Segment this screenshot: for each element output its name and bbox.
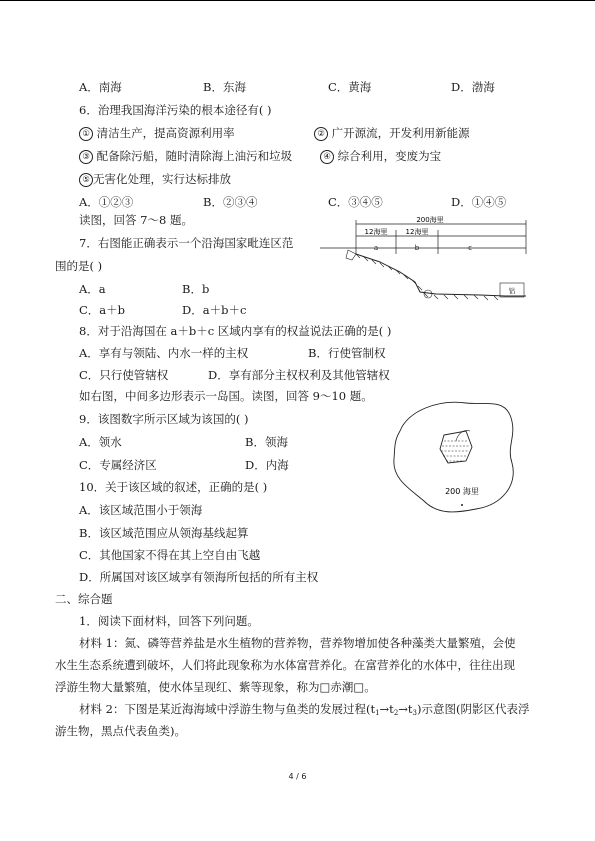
q9-option-b[interactable]: B．领海 xyxy=(245,435,288,449)
material1-line1: 材料 1：氮、磷等营养盐是水生植物的营养物，营养物增加使各种藻类大量繁殖，会使 xyxy=(79,636,516,650)
q9-option-a[interactable]: A．领水 xyxy=(79,435,122,449)
label-c: c xyxy=(468,244,472,252)
label-200-nm: 200海里 xyxy=(416,216,444,224)
intro-9-10: 如右图，中间多边形表示一岛国。读图，回答 9～10 题。 xyxy=(79,389,373,403)
island-nation-figure xyxy=(378,393,528,523)
island-polygon xyxy=(440,431,472,463)
material2-sub1: 1 xyxy=(375,709,380,717)
q6-option-a[interactable]: A．①②③ xyxy=(79,195,134,209)
header-rule xyxy=(0,0,595,1)
q6-item-5-text: 无害化处理，实行达标排放 xyxy=(93,172,231,186)
q6-item-4 xyxy=(320,149,441,164)
q6-marker-1: ① xyxy=(79,127,93,141)
q9-option-d[interactable]: D．内海 xyxy=(245,458,289,472)
q6-item-2-text: 广开源流，开发利用新能源 xyxy=(331,126,470,140)
material2-line1 xyxy=(79,702,530,720)
q6-stem: 6．治理我国海洋污染的根本途径有( ) xyxy=(79,103,272,117)
q8-option-c[interactable]: C．只行使管辖权 xyxy=(79,368,169,382)
q5-option-d[interactable]: D．渤海 xyxy=(451,80,495,94)
q6-item-1-text: 清洁生产，提高资源利用率 xyxy=(96,126,235,140)
q5-option-c[interactable]: C．黄海 xyxy=(328,80,372,94)
section2-heading: 二、综合题 xyxy=(55,592,113,606)
q5-option-a[interactable]: A．南海 xyxy=(79,80,122,94)
seabed-profile xyxy=(356,254,526,296)
q10-option-d[interactable]: D．所属国对该区域享有领海所包括的所有主权 xyxy=(79,570,319,584)
q8-stem: 8．对于沿海国在 a＋b＋c 区域内享有的权益说法正确的是( ) xyxy=(79,324,392,338)
material1-line2: 水生生态系统遭到破坏，人们将此现象称为水体富营养化。在富营养化的水体中，往往出现 xyxy=(55,658,515,672)
material2-line2: 游生物，黑点代表鱼类)。 xyxy=(55,724,186,738)
q10-option-c[interactable]: C．其他国家不得在其上空自由飞越 xyxy=(79,548,261,562)
material2-sub3: 3 xyxy=(412,709,418,717)
q7-option-d[interactable]: D．a＋b＋c xyxy=(182,303,247,317)
q6-marker-4: ④ xyxy=(320,150,334,164)
material2-sub2: 2 xyxy=(393,709,399,717)
q6-item-3-text: 配备除污船，随时清除海上油污和垃圾 xyxy=(96,149,293,163)
q7-stem-line2: 围的是( ) xyxy=(55,259,103,273)
q6-marker-2: ② xyxy=(314,127,328,141)
label-b: b xyxy=(414,244,420,252)
q9-stem: 9．该图数字所示区域为该国的( ) xyxy=(79,412,249,426)
q5-option-b[interactable]: B．东海 xyxy=(203,80,246,94)
q6-item-3 xyxy=(79,149,292,164)
q10-stem: 10．关于该区域的叙述，正确的是( ) xyxy=(79,480,268,494)
q6-option-b[interactable]: B．②③④ xyxy=(203,195,258,209)
label-12-nm-left: 12海里 xyxy=(364,228,388,236)
material1-line3: 浮游生物大量繁殖，使水体呈现红、紫等现象，称为□赤潮□。 xyxy=(55,680,376,694)
corner-mark: 钻 xyxy=(508,287,516,295)
q7-option-b[interactable]: B．b xyxy=(182,282,210,296)
material2-post: )示意图(阴影区代表浮 xyxy=(417,702,530,716)
q6-option-c[interactable]: C．③④⑤ xyxy=(328,195,383,209)
intro-7-8: 读图，回答 7～8 题。 xyxy=(79,213,193,227)
area-dot xyxy=(461,504,463,506)
label-200-nm-island: 200 海里 xyxy=(445,487,479,496)
q6-item-5 xyxy=(79,172,231,187)
maritime-zones-figure xyxy=(320,210,528,305)
material2-pre: 材料 2：下图是某近海海域中浮游生物与鱼类的发展过程(t xyxy=(79,702,376,716)
q8-option-d[interactable]: D．享有部分主权权利及其他管辖权 xyxy=(208,368,390,382)
q6-marker-5: ⑤ xyxy=(79,173,93,187)
label-a: a xyxy=(373,244,379,252)
section2-q1-stem: 1．阅读下面材料，回答下列问题。 xyxy=(79,614,259,628)
q6-option-d[interactable]: D．①④⑤ xyxy=(451,195,507,209)
q8-option-a[interactable]: A．享有与领陆、内水一样的主权 xyxy=(79,346,249,360)
q8-option-b[interactable]: B．行使管制权 xyxy=(308,346,386,360)
q6-marker-3: ③ xyxy=(79,150,93,164)
page-number: 4 / 6 xyxy=(288,772,307,781)
q10-option-a[interactable]: A．该区域范围小于领海 xyxy=(79,503,203,517)
coast-rock xyxy=(346,250,356,260)
label-12-nm-mid: 12海里 xyxy=(405,228,429,236)
q6-item-4-text: 综合利用，变废为宝 xyxy=(337,149,442,163)
q6-item-2 xyxy=(314,126,470,141)
q7-option-c[interactable]: C．a＋b xyxy=(79,303,126,317)
q10-option-b[interactable]: B．该区域范围应从领海基线起算 xyxy=(79,526,249,540)
q9-option-c[interactable]: C．专属经济区 xyxy=(79,458,157,472)
q7-option-a[interactable]: A．a xyxy=(79,282,106,296)
q6-item-1 xyxy=(79,126,235,141)
q7-stem-line1: 7．右图能正确表示一个沿海国家毗连区范 xyxy=(79,236,294,250)
material2-arrow1: →t xyxy=(379,702,394,716)
material2-arrow2: →t xyxy=(398,702,413,716)
